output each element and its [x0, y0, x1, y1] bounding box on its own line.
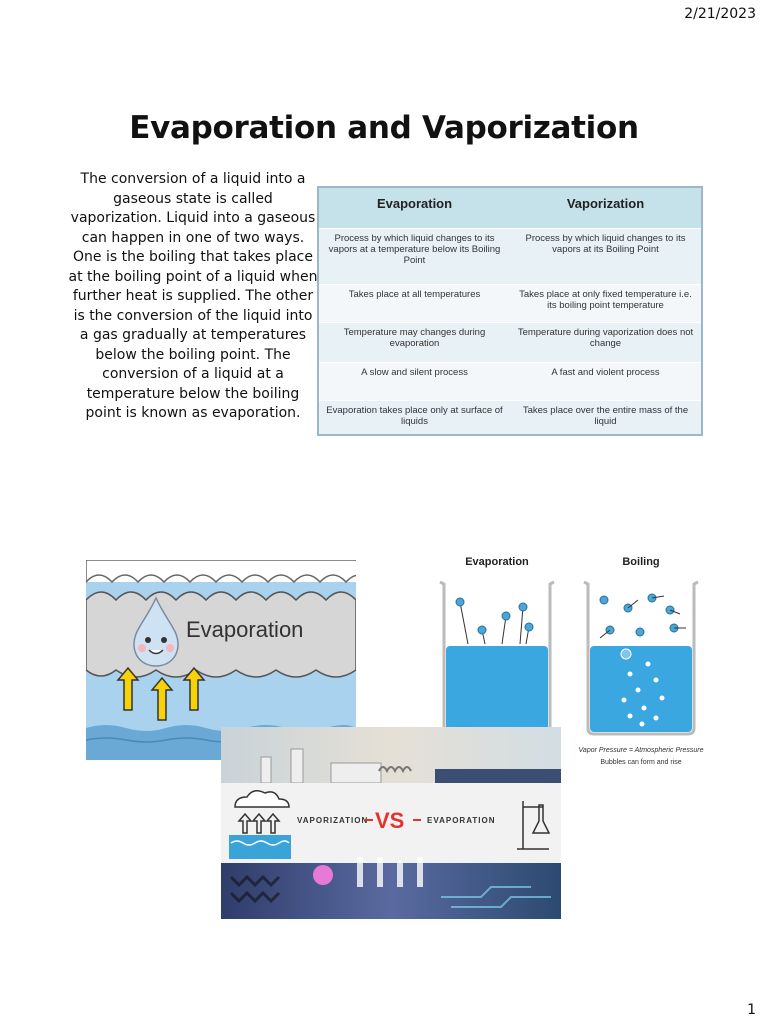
table-cell: Process by which liquid changes to its vapors at its Boiling Point [525, 233, 686, 255]
boiling-caption-pressure: Vapor Pressure = Atmospheric Pressure [578, 747, 704, 754]
banner-evaporation-text: EVAPORATION [427, 816, 496, 825]
boiling-caption-bubbles: Bubbles can form and rise [600, 759, 682, 766]
vaporization-vs-evaporation-banner [221, 727, 561, 919]
evaporation-label: Evaporation [186, 617, 304, 642]
table-cell: Takes place over the entire mass of the liquid [522, 405, 689, 427]
table-row [319, 284, 701, 323]
beaker-title-evaporation: Evaporation [465, 556, 529, 568]
page-number: 1 [747, 1002, 756, 1018]
header-evaporation: Evaporation [376, 196, 453, 211]
table-cell: Takes place at only fixed temperature i.e. its boiling point temperature [519, 289, 692, 311]
table-row [319, 400, 701, 437]
slide-title: Evaporation and Vaporization [129, 110, 639, 146]
table-cell: Takes place at all temperatures [348, 289, 481, 300]
banner-vaporization-text: VAPORIZATION [297, 816, 369, 825]
table-cell: Process by which liquid changes to its vapors at a temperature below its Boiling Point [328, 233, 501, 266]
table-cell: A slow and silent process [361, 367, 468, 378]
slide-date: 2/21/2023 [684, 6, 756, 22]
table-cell: Temperature may changes during evaporation [343, 327, 486, 349]
table-cell: Evaporation takes place only at surface of liquids [326, 405, 503, 427]
table-cell: Temperature during vaporization does not change [517, 327, 694, 349]
beaker-title-boiling: Boiling [622, 556, 660, 568]
table-row [319, 362, 701, 401]
vs-banner-svg [221, 727, 561, 919]
table-cell: A fast and violent process [551, 367, 660, 378]
comparison-table [317, 186, 703, 436]
intro-paragraph: The conversion of a liquid into a gaseous state is called vaporization. Liquid into a gaseous can happen in one of two ways. One is the boiling that takes place at the boiling point of a liquid when further heat is supplied. The other is the conversion of the liquid into a gas gradually at temperatures below the boiling point. The conversion of a liquid at a temperature below the boiling point is known as evaporation. [68, 171, 318, 421]
water-basin-icon [229, 835, 291, 859]
header-vaporization: Vaporization [566, 196, 645, 211]
table-row [319, 322, 701, 363]
banner-vs-text: VS [375, 808, 405, 833]
table-row [319, 228, 701, 285]
table-header [319, 188, 701, 228]
